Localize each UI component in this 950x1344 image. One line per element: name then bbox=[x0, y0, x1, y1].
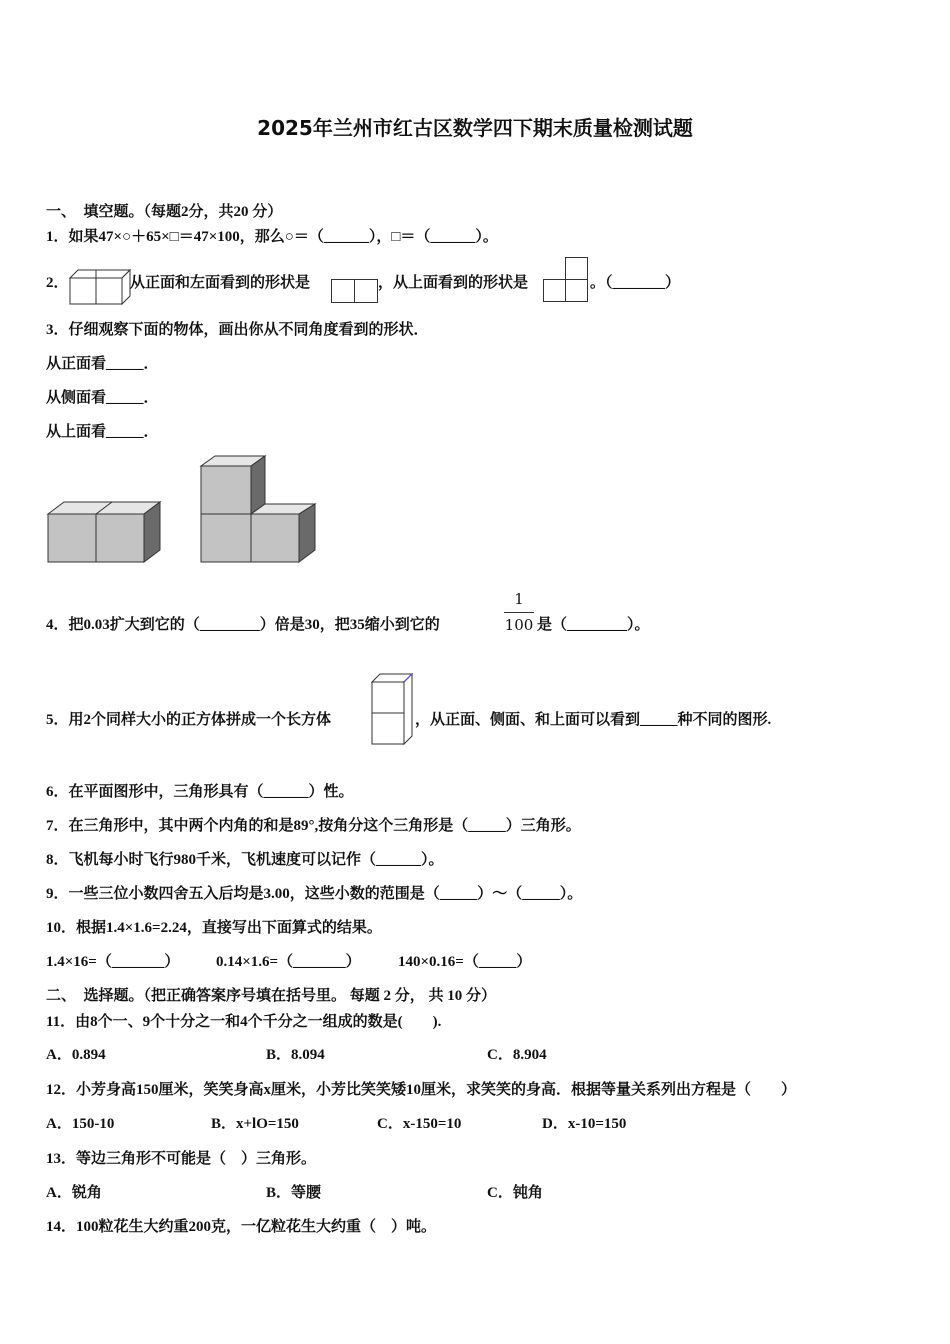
question-12-stem: 12．小芳身高150厘米，笑笑身高x厘米，小芳比笑笑矮10厘米，求笑笑的身高．根据等量关系列出方程是（ ） bbox=[46, 1082, 797, 1098]
page-title: 2025年兰州市红古区数学四下期末质量检测试题 bbox=[257, 116, 693, 140]
q2-solid-figure bbox=[68, 266, 132, 304]
q2-top-view-shape bbox=[543, 257, 591, 303]
question-8: 8．飞机每小时飞行980千米，飞机速度可以记作（______）。 bbox=[46, 852, 444, 868]
q13-option-a: A．锐角 bbox=[46, 1185, 102, 1201]
question-2-text-c: 。（_______） bbox=[590, 275, 681, 291]
q12-option-c: C．x-150=10 bbox=[377, 1116, 462, 1132]
q3-cube-figure-right bbox=[199, 454, 319, 564]
q10-item: 0.14×1.6=（_______） bbox=[216, 954, 361, 970]
question-3-top: 从上面看_____． bbox=[46, 424, 159, 440]
question-3-front: 从正面看_____． bbox=[46, 356, 159, 372]
question-14-stem: 14．100粒花生大约重200克，一亿粒花生大约重（ ）吨。 bbox=[46, 1219, 437, 1235]
question-9: 9．一些三位小数四舍五入后均是3.00，这些小数的范围是（_____）～（_____）。 bbox=[46, 886, 583, 902]
question-2-number: 2． bbox=[46, 275, 69, 291]
q4-fraction bbox=[504, 590, 534, 634]
q11-option-c: C．8.904 bbox=[487, 1047, 547, 1063]
question-11-stem: 11．由8个一、9个十分之一和4个千分之一组成的数是( ). bbox=[46, 1014, 442, 1030]
q11-option-b: B．8.094 bbox=[266, 1047, 325, 1063]
section2-heading: 二、 选择题。（把正确答案序号填在括号里。 每题 2 分， 共 10 分） bbox=[46, 988, 497, 1004]
q12-option-a: A．150-10 bbox=[46, 1116, 115, 1132]
q11-option-a: A．0.894 bbox=[46, 1047, 106, 1063]
question-13-stem: 13．等边三角形不可能是（ ）三角形。 bbox=[46, 1151, 317, 1167]
q12-option-d: D．x-10=150 bbox=[542, 1116, 627, 1132]
question-7: 7．在三角形中，其中两个内角的和是89°,按角分这个三角形是（_____）三角形。 bbox=[46, 818, 581, 834]
question-6: 6．在平面图形中，三角形具有（______）性。 bbox=[46, 784, 354, 800]
question-3-stem: 3．仔细观察下面的物体，画出你从不同角度看到的形状． bbox=[46, 322, 429, 338]
question-5-text-b: ，从正面、侧面、和上面可以看到_____种不同的图形. bbox=[415, 712, 772, 728]
fraction-numerator: 1 bbox=[514, 590, 524, 608]
section1-heading: 一、 填空题。（每题2分，共20 分） bbox=[46, 204, 283, 220]
question-1: 1．如果47×○＋65×□＝47×100，那么○＝（______），□＝（______）。 bbox=[46, 229, 498, 245]
q10-item: 1.4×16=（_______） bbox=[46, 954, 180, 970]
q2-front-view-shape bbox=[331, 279, 379, 303]
fraction-denominator: 100 bbox=[504, 616, 534, 634]
q13-option-c: C．钝角 bbox=[487, 1185, 543, 1201]
question-3-side: 从侧面看_____． bbox=[46, 390, 159, 406]
question-5-text-a: 5．用2个同样大小的正方体拼成一个长方体 bbox=[46, 712, 332, 728]
q12-option-b: B．x+lO=150 bbox=[211, 1116, 299, 1132]
q10-item: 140×0.16=（_____） bbox=[398, 954, 532, 970]
question-2-text-a: 从正面和左面看到的形状是 bbox=[130, 275, 311, 291]
question-4-text-b: 是（________）。 bbox=[537, 617, 650, 633]
q13-option-b: B．等腰 bbox=[266, 1185, 322, 1201]
question-2-text-b: ，从上面看到的形状是 bbox=[378, 275, 529, 291]
question-10-stem: 10．根据1.4×1.6=2.24，直接写出下面算式的结果。 bbox=[46, 920, 382, 936]
q3-cube-figure-left bbox=[46, 500, 164, 564]
question-4-text-a: 4．把0.03扩大到它的（________）倍是30，把35缩小到它的 bbox=[46, 617, 440, 633]
q5-cuboid-figure bbox=[371, 672, 415, 746]
